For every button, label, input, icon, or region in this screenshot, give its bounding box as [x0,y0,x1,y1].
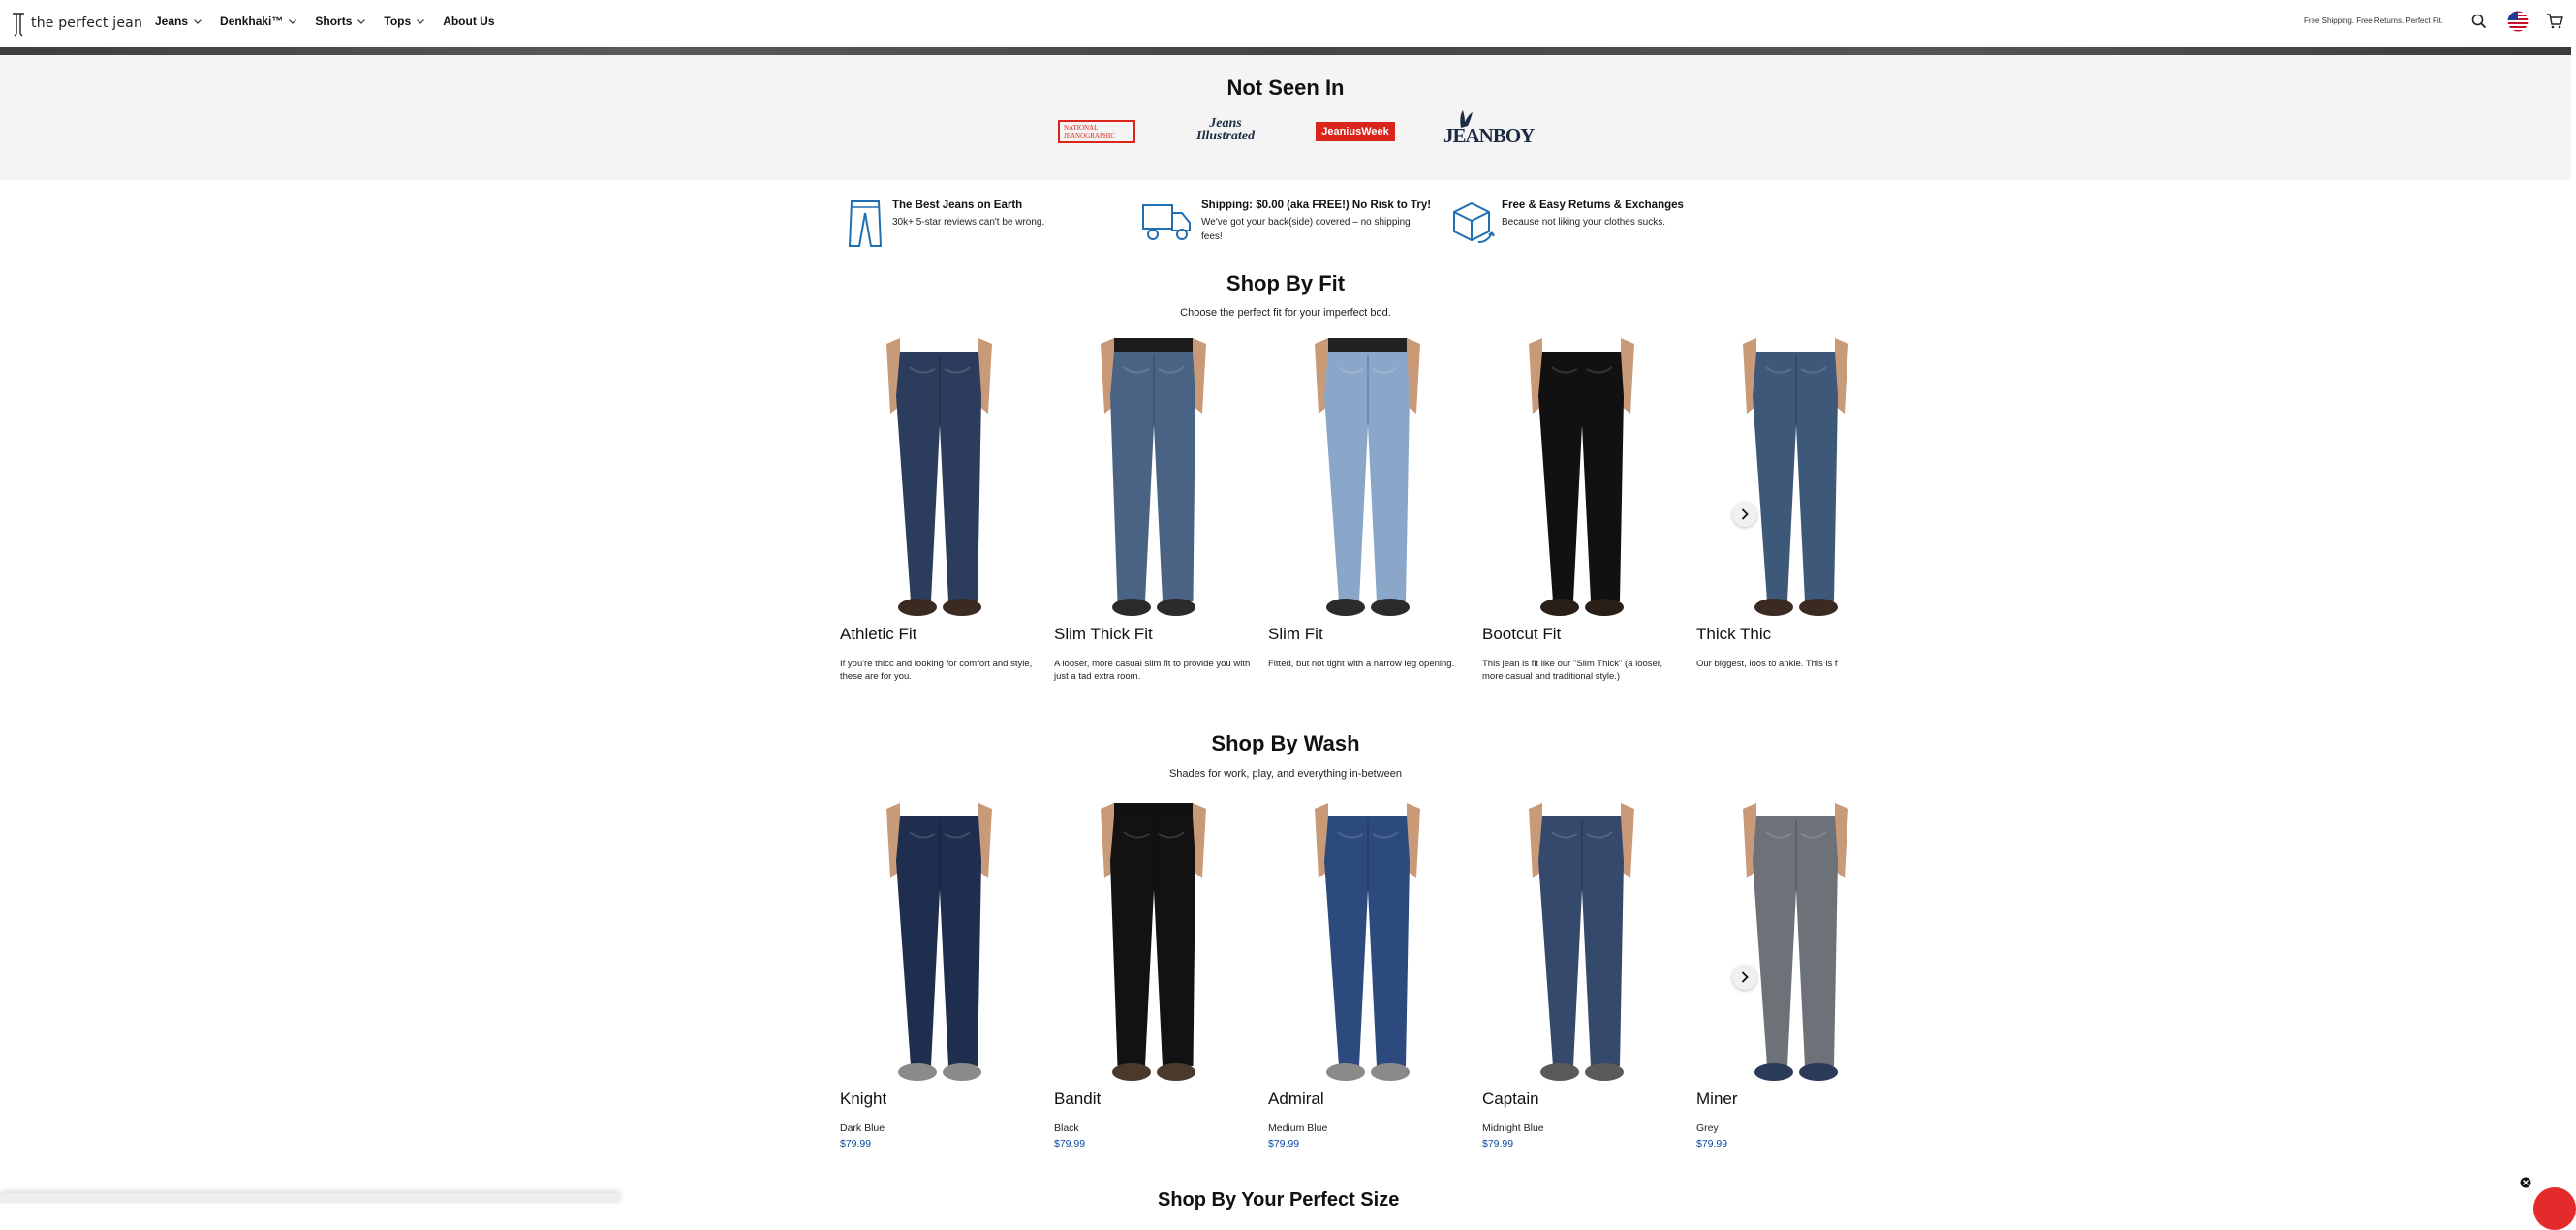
product-image[interactable] [1268,338,1467,619]
promo-text: Free Shipping. Free Returns. Perfect Fit. [2304,16,2444,25]
nav-item-label: Tops [384,15,412,28]
chevron-right-icon [1741,508,1749,520]
logo-line: Jeans [1209,116,1242,131]
jeans-icon [847,200,884,248]
cart-icon[interactable] [2546,14,2563,29]
product-photo [840,338,1039,619]
shop-by-wash-title: Shop By Wash [1211,731,1360,755]
product-image[interactable] [1054,803,1253,1084]
logo-mark-icon [10,10,27,37]
product-photo [1696,338,1895,619]
fit-card[interactable] [1482,338,1681,682]
truck-icon [1141,200,1194,242]
logo-line: JEANOGRAPHIC [1064,132,1115,139]
hero-image-strip [0,47,2571,55]
product-title[interactable]: Knight [840,1090,887,1108]
product-image[interactable] [1482,338,1681,619]
benefit-subtitle: Because not liking your clothes sucks. [1502,217,1665,228]
product-photo [1696,803,1895,1084]
search-icon[interactable] [2471,14,2487,29]
wash-carousel-next-button[interactable] [1732,965,1757,990]
product-title[interactable]: Slim Fit [1268,625,1323,643]
shop-by-wash-subtitle: Shades for work, play, and everything in-between [1168,768,1403,780]
logo-line: JEANBOY [1443,124,1535,147]
product-color-name: Black [1054,1122,1079,1134]
product-color-name: Medium Blue [1268,1122,1328,1134]
product-title[interactable]: Bootcut Fit [1482,625,1562,643]
box-return-icon [1449,200,1494,246]
nav-item-denkhaki[interactable] [220,15,296,28]
jeaniusweek-logo: JeaniusWeek [1316,122,1395,141]
product-image[interactable] [1696,338,1895,619]
chevron-down-icon [289,19,296,24]
benefit-subtitle: 30k+ 5-star reviews can't be wrong. [892,217,1045,228]
product-image[interactable] [840,803,1039,1084]
wash-card[interactable] [1268,803,1467,1150]
fit-carousel [840,338,1838,687]
nav-item-label: Jeans [155,15,189,28]
jeans-illustrated-logo [1185,117,1266,142]
chevron-right-icon [1741,971,1749,983]
product-price: $79.99 [840,1138,872,1150]
fit-card[interactable] [1696,338,1895,669]
shop-by-fit-subtitle: Choose the perfect fit for your imperfect bod. [1180,307,1391,319]
product-color-name: Dark Blue [840,1122,885,1134]
wash-card[interactable] [1696,803,1895,1150]
chevron-down-icon [417,19,424,24]
product-price: $79.99 [1482,1138,1514,1150]
close-icon[interactable] [2520,1177,2531,1188]
product-image[interactable] [1268,803,1467,1084]
product-price: $79.99 [1054,1138,1086,1150]
benefit-title: Shipping: $0.00 (aka FREE!) No Risk to Try! [1201,200,1432,211]
wash-card[interactable] [1482,803,1681,1150]
product-description: A looser, more casual slim fit to provide you with just a tad extra room. [1054,659,1251,682]
product-photo [1054,803,1253,1084]
benefit-item [847,200,1044,248]
product-title[interactable]: Thick Thic [1696,625,1772,643]
product-description: Our biggest, loos to ankle. This is f [1696,659,1838,669]
product-title[interactable]: Admiral [1268,1090,1324,1108]
national-jeanographic-logo [1058,120,1135,143]
fit-card[interactable] [840,338,1039,682]
benefit-item [1449,200,1684,246]
chat-widget-button[interactable] [2533,1187,2576,1230]
fit-card[interactable] [1268,338,1467,669]
us-flag-icon[interactable] [2507,11,2529,32]
product-photo [1054,338,1253,619]
product-photo [840,803,1039,1084]
product-color-name: Grey [1696,1122,1719,1134]
logo-line: Illustrated [1196,129,1255,143]
chevron-down-icon [194,19,202,24]
nav-item-about-us[interactable] [443,15,494,28]
product-description: Fitted, but not tight with a narrow leg opening. [1268,659,1455,669]
benefit-title: Free & Easy Returns & Exchanges [1502,200,1684,211]
nav-item-label: Shorts [315,15,353,28]
fit-carousel-next-button[interactable] [1732,502,1757,527]
site-logo[interactable] [10,10,142,37]
product-description: This jean is fit like our "Slim Thick" (a looser, more casual and traditional style.) [1482,659,1663,682]
next-section-title: Shop By Your Perfect Size [1158,1189,1400,1211]
nav-item-label: About Us [443,15,495,28]
product-photo [1482,803,1681,1084]
product-title[interactable]: Captain [1482,1090,1539,1108]
product-title[interactable]: Athletic Fit [840,625,917,643]
product-photo [1268,338,1467,619]
site-header [0,0,2571,45]
product-image[interactable] [1054,338,1253,619]
product-photo [1482,338,1681,619]
nav-item-shorts[interactable] [315,15,365,28]
fit-card[interactable] [1054,338,1253,682]
nav-item-jeans[interactable] [155,15,202,28]
product-image[interactable] [840,338,1039,619]
product-color-name: Midnight Blue [1482,1122,1544,1134]
bottom-popup-edge [0,1193,620,1203]
wash-card[interactable] [840,803,1039,1150]
jeanboy-logo [1443,108,1535,151]
nav-item-tops[interactable] [384,15,424,28]
product-image[interactable] [1696,803,1895,1084]
logo-text: the perfect jean [31,15,143,31]
wash-card[interactable] [1054,803,1253,1150]
product-image[interactable] [1482,803,1681,1084]
press-title: Not Seen In [1226,76,1345,100]
product-price: $79.99 [1268,1138,1300,1150]
wash-carousel [840,803,1766,1156]
product-title[interactable]: Miner [1696,1090,1738,1108]
nav-item-label: Denkhaki™ [220,15,284,28]
logo-line: NATIONAL [1064,124,1099,132]
benefit-title: The Best Jeans on Earth [892,200,1023,211]
press-section [0,55,2571,180]
product-description: If you're thicc and looking for comfort and style, these are for you. [840,659,1033,682]
product-title[interactable]: Slim Thick Fit [1054,625,1153,643]
benefit-item [1141,200,1434,244]
main-nav [155,15,513,28]
product-title[interactable]: Bandit [1054,1090,1102,1108]
product-photo [1268,803,1467,1084]
benefit-subtitle: We've got your back(side) covered – no shipping fees! [1201,217,1411,242]
product-price: $79.99 [1696,1138,1728,1150]
chevron-down-icon [357,19,365,24]
shop-by-fit-title: Shop By Fit [1226,271,1346,295]
